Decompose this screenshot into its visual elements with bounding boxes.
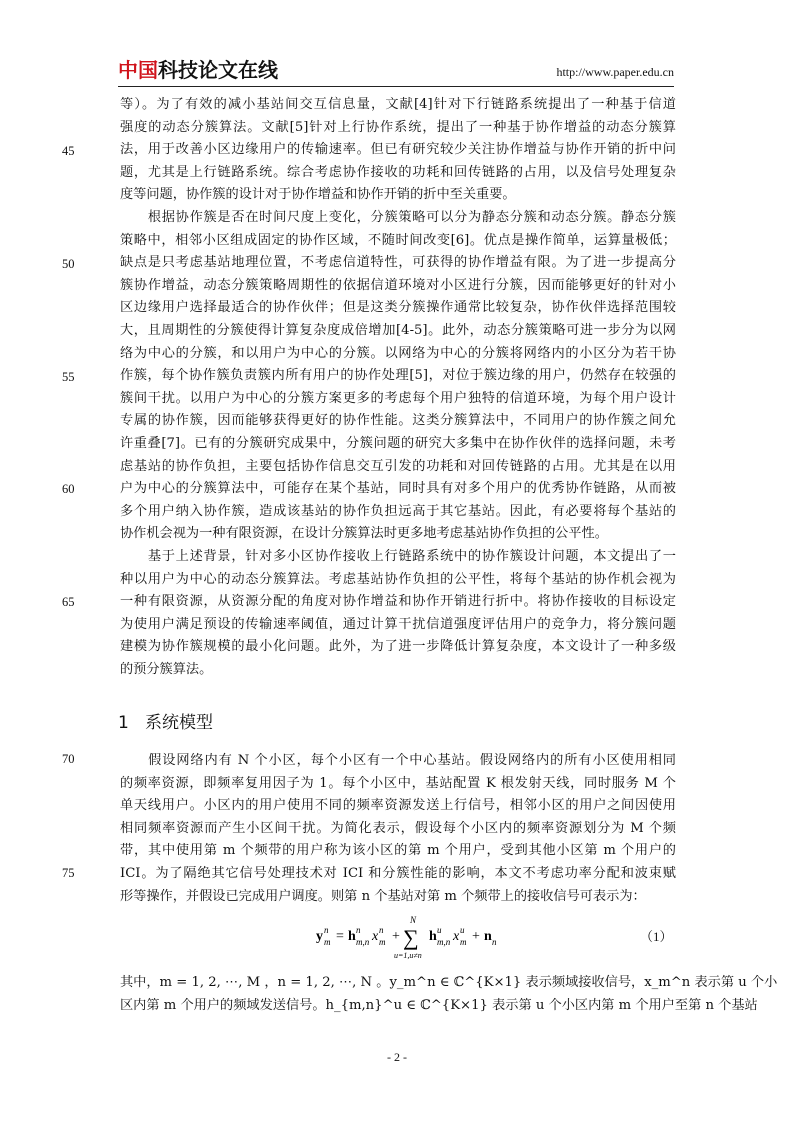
svg-text:n: n [324, 925, 329, 935]
equation-number: （1） [640, 929, 673, 944]
text-line: 区边缘用户选择最适合的协作伙伴；但是这类分簇操作通常比较复杂，协作伙伴选择范围较 [120, 300, 676, 316]
svg-text:m: m [324, 937, 331, 947]
svg-text:+: + [392, 929, 400, 944]
text-line: 许重叠[7]。已有的分簇研究成果中，分簇问题的研究大多集中在协作伙伴的选择问题，未考 [120, 436, 676, 451]
text-line: 单天线用户。小区内的用户使用不同的频率资源发送上行信号，相邻小区的用户之间因使用 [120, 798, 676, 814]
text-line: 专属的协作簇，因而能够获得更好的协作性能。这类分簇算法中，不同用户的协作簇之间允 [120, 413, 676, 429]
line-number: 50 [62, 257, 75, 271]
equation-1 [314, 912, 514, 962]
text-line: 假设网络内有 N 个小区，每个小区有一个中心基站。假设网络内的所有小区使用相同 [120, 753, 676, 768]
text-line: 为使用户满足预设的传输速率阈值，通过计算干扰信道强度评估用户的竞争力，将分簇问题 [120, 616, 676, 632]
text-line: 法，用于改善小区边缘用户的传输速率。但已有研究较少关注协作增益与协作开销的折中问 [120, 142, 676, 158]
svg-text:y: y [316, 929, 323, 944]
svg-text:N: N [410, 915, 417, 925]
text-line: 基于上述背景，针对多小区协作接收上行链路系统中的协作簇设计问题，本文提出了一 [120, 549, 676, 564]
svg-text:+: + [472, 929, 480, 944]
text-line: 题，尤其是上行链路系统。综合考虑协作接收的功耗和回传链路的占用，以及信号处理复杂 [120, 164, 676, 180]
text-line: 簇间干扰。以用户为中心的分簇方案更多的考虑每个用户独特的信道环境，为每个用户设计 [120, 390, 676, 406]
section-title [118, 708, 213, 733]
svg-text:u: u [460, 925, 465, 935]
svg-text:u=1,u≠n: u=1,u≠n [394, 951, 422, 960]
svg-text:u: u [437, 925, 442, 935]
equation-svg [314, 912, 524, 968]
line-number: 75 [62, 866, 75, 880]
svg-text:n: n [492, 937, 497, 947]
svg-text:n: n [379, 925, 384, 935]
text-line: 策略中，相邻小区组成固定的协作区域，不随时间改变[6]。优点是操作简单，运算量极低； [120, 232, 676, 248]
svg-text:m,n: m,n [356, 937, 370, 947]
line-number: 70 [62, 752, 75, 766]
page-number: - 2 - [387, 1050, 407, 1064]
section-number: 1 [118, 713, 129, 733]
svg-text:h: h [429, 929, 437, 944]
text-line: 缺点是只考虑基站地理位置，不考虑信道特性，可获得的协作增益有限。为了进一步提高分 [120, 255, 676, 271]
text-line: 簇协作增益，动态分簇策略周期性的依据信道环境对小区进行分簇，因而能够更好的针对小 [120, 277, 676, 293]
text-line: 多个用户纳入协作簇，造成该基站的协作负担远高于其它基站。因此，有必要将每个基站的 [120, 503, 676, 519]
logo-red-text: 中国 [118, 58, 158, 82]
text-line: 度等问题，协作簇的设计对于协作增益和协作开销的折中至关重要。 [120, 187, 516, 203]
svg-text:∑: ∑ [403, 925, 419, 950]
header-url: http://www.paper.edu.cn [556, 65, 674, 79]
logo-black-text: 科技论文在线 [158, 58, 278, 82]
text-line: 其中，m = 1, 2, ⋯, M ，n = 1, 2, ⋯, N 。y_m^n ∈ ℂ^{K×1} 表示频域接收信号，x_m^n 表示第 u 个小 [120, 975, 778, 990]
text-line: 的频率资源，即频率复用因子为 1。每个小区中，基站配置 K 根发射天线，同时服务 M 个 [120, 775, 676, 791]
text-line: 的预分簇算法。 [120, 662, 213, 677]
text-line: 形等操作，并假设已完成用户调度。则第 n 个基站对第 m 个频带上的接收信号可表示为： [120, 888, 646, 904]
line-number: 45 [62, 144, 75, 158]
text-line: 络为中心的分簇，和以用户为中心的分簇。以网络为中心的分簇将网络内的小区分为若干协 [120, 345, 676, 361]
text-line: 一种有限资源，从资源分配的角度对协作增益和协作开销进行折中。将协作接收的目标设定 [120, 594, 676, 610]
header-rule [118, 86, 674, 87]
svg-text:=: = [336, 929, 344, 944]
text-line: 种以用户为中心的动态分簇算法。考虑基站协作负担的公平性，将每个基站的协作机会视为 [120, 571, 676, 587]
svg-text:n: n [356, 925, 361, 935]
svg-text:x: x [372, 929, 379, 944]
text-line: 大，且周期性的分簇使得计算复杂度成倍增加[4-5]。此外，动态分簇策略可进一步分为以网 [120, 323, 676, 338]
page-header [118, 58, 674, 86]
svg-text:m,n: m,n [437, 937, 451, 947]
line-number: 60 [62, 482, 75, 496]
text-line: 强度的动态分簇算法。文献[5]针对上行协作系统，提出了一种基于协作增益的动态分簇算 [120, 119, 676, 135]
text-line: ICI。为了隔绝其它信号处理技术对 ICI 和分簇性能的影响，本文不考虑功率分配和波束赋 [120, 866, 676, 881]
svg-text:h: h [348, 929, 356, 944]
line-number: 65 [62, 595, 75, 609]
text-line: 建模为协作簇规模的最小化问题。此外，为了进一步降低计算复杂度，本文设计了一种多级 [120, 639, 676, 655]
text-line: 虑基站的协作负担，主要包括协作信息交互引发的功耗和对回传链路的占用。尤其是在以用 [120, 458, 676, 474]
text-line: 带，其中使用第 m 个频带的用户称为该小区的第 m 个用户，受到其他小区第 m 个用户的 [120, 843, 676, 859]
text-line: 户为中心的分簇算法中，可能存在某个基站，同时具有对多个用户的优秀协作链路，从而被 [120, 481, 676, 497]
section-title-text: 系统模型 [145, 713, 214, 733]
text-line: 等）。为了有效的减小基站间交互信息量，文献[4]针对下行链路系统提出了一种基于信道 [120, 97, 676, 112]
text-line: 作簇，每个协作簇负责簇内所有用户的协作处理[5]，对位于簇边缘的用户，仍然存在较强的 [120, 368, 676, 384]
svg-text:n: n [484, 929, 492, 944]
logo [118, 58, 278, 82]
text-line: 相同频率资源而产生小区间干扰。为简化表示，假设每个小区内的频率资源划分为 M 个频 [120, 820, 676, 836]
text-line: 区内第 m 个用户的频域发送信号。h_{m,n}^u ∈ ℂ^{K×1} 表示第 u 个小区内第 m 个用户至第 n 个基站 [120, 998, 758, 1013]
text-line: 协作机会视为一种有限资源，在设计分簇算法时更多地考虑基站协作负担的公平性。 [120, 526, 608, 542]
text-line: 根据协作簇是否在时间尺度上变化，分簇策略可以分为静态分簇和动态分簇。静态分簇 [120, 210, 676, 225]
svg-text:m: m [379, 937, 386, 947]
svg-text:m: m [460, 937, 467, 947]
line-number: 55 [62, 370, 75, 384]
svg-text:x: x [453, 929, 460, 944]
